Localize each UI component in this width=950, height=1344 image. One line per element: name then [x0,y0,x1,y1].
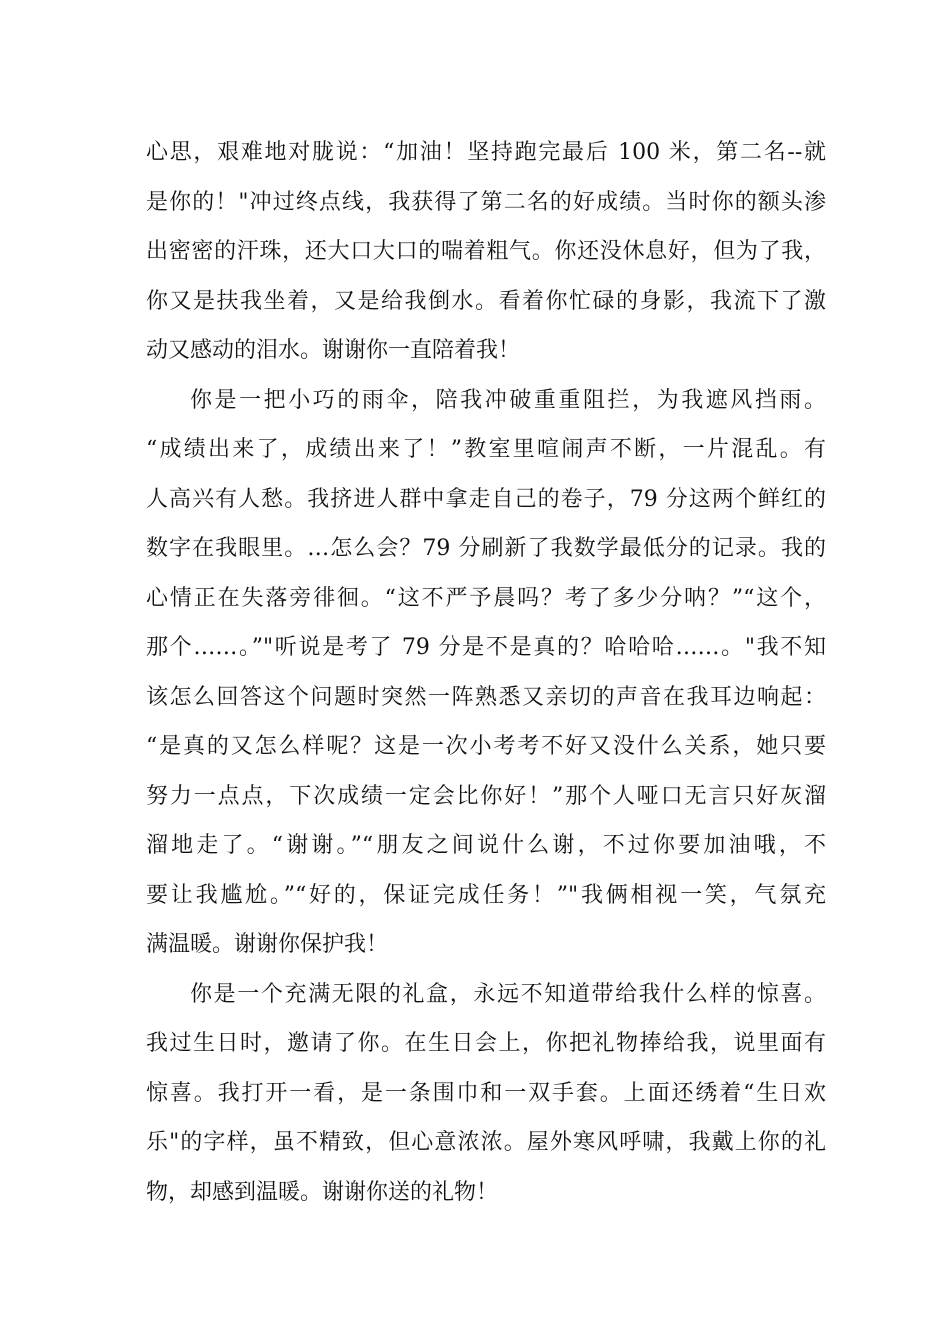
text-line: 数字在我眼里。…怎么会？79 分刷新了我数学最低分的记录。我的 [146,536,826,561]
text-line: 满温暖。谢谢你保护我！ [146,932,389,957]
text-line: 乐"的字样，虽不精致，但心意浓浓。屋外寒风呼啸，我戴上你的礼 [146,1130,826,1155]
text-line: 出密密的汗珠，还大口大口的喘着粗气。你还没休息好，但为了我， [146,239,826,264]
text-line: 你是一把小巧的雨伞，陪我冲破重重阻拦，为我遮风挡雨。 [190,387,826,413]
text-line: 人高兴有人愁。我挤进人群中拿走自己的卷子，79 分这两个鲜红的 [146,486,826,512]
text-line: “成绩出来了，成绩出来了！”教室里喧闹声不断，一片混乱。有 [146,437,826,462]
text-line: 溜地走了。“谢谢。”“朋友之间说什么谢，不过你要加油哦，不 [146,833,826,858]
text-line: 心思，艰难地对胧说：“加油！坚持跑完最后 100 米，第二名--就 [146,140,826,165]
paragraph-3 [146,970,826,1218]
text-line: 惊喜。我打开一看，是一条围巾和一双手套。上面还绣着“生日欢 [146,1080,826,1106]
document-page [146,128,826,1217]
text-line: 物，却感到温暖。谢谢你送的礼物！ [146,1179,499,1205]
text-line: “是真的又怎么样呢？这是一次小考考不好又没什么关系，她只要 [146,734,826,759]
text-line: 该怎么回答这个问题时突然一阵熟悉又亲切的声音在我耳边响起： [146,684,826,710]
text-line: 动又感动的泪水。谢谢你一直陪着我！ [146,338,521,363]
paragraph-2 [146,376,826,970]
text-line: 是你的！"冲过终点线，我获得了第二名的好成绩。当时你的额头渗 [146,189,826,215]
text-line: 那个……。”"听说是考了 79 分是不是真的？哈哈哈……。"我不知 [146,635,826,660]
text-line: 你又是扶我坐着，又是给我倒水。看着你忙碌的身影，我流下了激 [146,288,826,314]
paragraph-1 [146,128,826,376]
text-line: 心情正在失落旁徘徊。“这不严予晨吗？考了多少分呐？”“这个， [146,585,826,611]
text-line: 努力一点点，下次成绩一定会比你好！”那个人哑口无言只好灰溜 [146,783,826,809]
text-line: 我过生日时，邀请了你。在生日会上，你把礼物捧给我，说里面有 [146,1031,826,1056]
text-line: 要让我尴尬。”“好的，保证完成任务！”"我俩相视一笑，气氛充 [146,882,826,908]
text-line: 你是一个充满无限的礼盒，永远不知道带给我什么样的惊喜。 [190,981,826,1007]
